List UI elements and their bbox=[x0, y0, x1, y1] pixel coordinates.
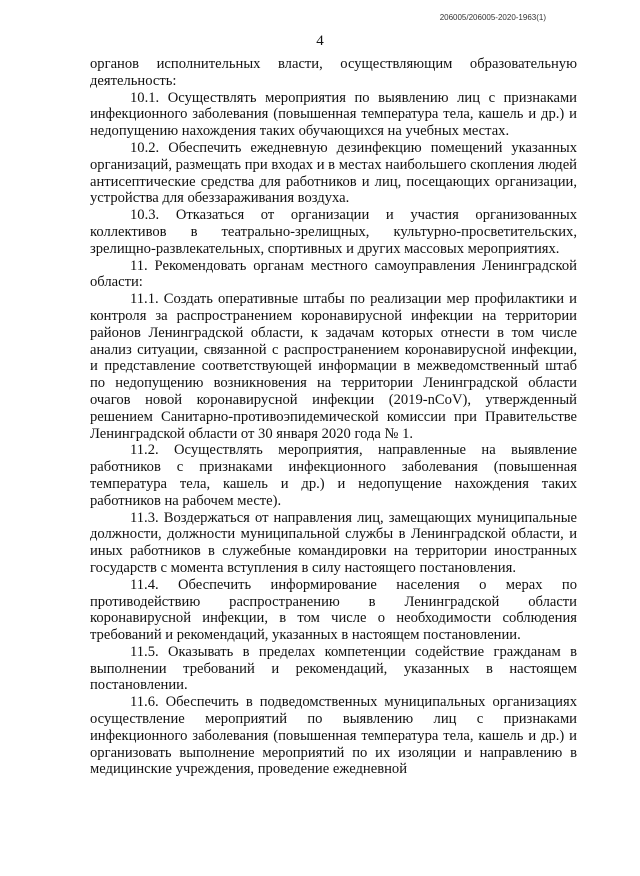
page-number: 4 bbox=[316, 33, 324, 49]
paragraph: 11.3. Воздержаться от направления лиц, замещающих муниципальные должности, должности муниципальной службы в Ленинградской области, и иных работников в служебные командировки на территории иностранных государств с момента вступления в силу настоящего постановления. bbox=[90, 509, 577, 576]
paragraph: 11.1. Создать оперативные штабы по реализации мер профилактики и контроля за распространением коронавирусной инфекции на территории районов Ленинградской области, к задачам которых отнести в том числе анализ ситуации, связанной с распространением коронавирусной инфекции, и представление соответствующей информации в межведомственный штаб по недопущению возникновения на территории Ленинградской области очагов новой коронавирусной инфекции (2019-nCoV), утвержденный решением Санитарно-противоэпидемической комиссии при Правительстве Ленинградской области от 30 января 2020 года № 1. bbox=[90, 291, 577, 442]
paragraph: 11.2. Осуществлять мероприятия, направленные на выявление работников с признаками инфекционного заболевания (повышенная температура тела, кашель и др.) и недопущение нахождения таких работников на рабочем месте). bbox=[90, 442, 577, 509]
paragraph: 11.4. Обеспечить информирование населения о мерах по противодействию распространению в Ленинградской области коронавирусной инфекции, в том числе о необходимости соблюдения требований и рекомендаций, указанных в настоящем постановлении. bbox=[90, 576, 577, 644]
paragraph: 10.2. Обеспечить ежедневную дезинфекцию помещений указанных организаций, размещать при входах и в местах наибольшего скопления людей антисептические средства для работников и лиц, посещающих организации, устройства для обеззараживания воздуха. bbox=[90, 139, 577, 207]
document-id: 206005/206005-2020-1963(1) bbox=[439, 13, 546, 22]
document-body bbox=[90, 56, 577, 778]
paragraph: 10.1. Осуществлять мероприятия по выявлению лиц с признаками инфекционного заболевания (повышенная температура тела, кашель и др.) и недопущению нахождения таких обучающихся на учебных местах. bbox=[90, 89, 577, 140]
paragraph: 11. Рекомендовать органам местного самоуправления Ленинградской области: bbox=[90, 257, 577, 291]
paragraph: 11.5. Оказывать в пределах компетенции содействие гражданам в выполнении требований и рекомендаций, указанных в настоящем постановлении. bbox=[90, 643, 577, 694]
paragraph: 11.6. Обеспечить в подведомственных муниципальных организациях осуществление мероприятий по выявлению лиц с признаками инфекционного заболевания (повышенная температура тела, кашель и др.) и организовать выполнение мероприятий по их изоляции и направлению в медицинские учреждения, проведение ежедневной bbox=[90, 694, 577, 778]
paragraph: 10.3. Отказаться от организации и участия организованных коллективов в театрально-зрелищных, культурно-просветительских, зрелищно-развлекательных, спортивных и других массовых мероприятиях. bbox=[90, 207, 577, 257]
paragraph: органов исполнительных власти, осуществляющим образовательную деятельность: bbox=[90, 56, 577, 89]
